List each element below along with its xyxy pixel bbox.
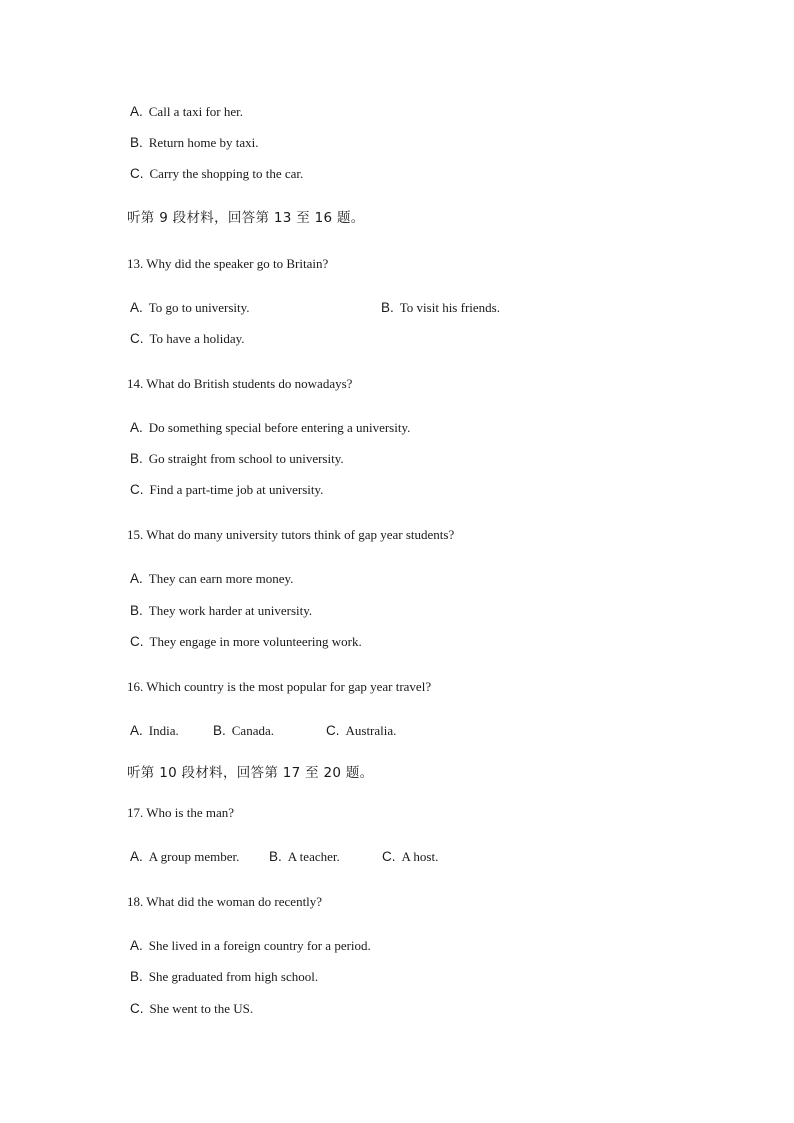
option-a: A. Call a taxi for her. — [130, 104, 243, 119]
q17-option-b: B. A teacher. — [269, 849, 340, 864]
q18-option-b: B. She graduated from high school. — [130, 969, 319, 984]
option-c: C. Carry the shopping to the car. — [130, 166, 304, 181]
q17-option-c: C. A host. — [382, 849, 439, 864]
section-heading-10: 听第 10 段材料，回答第 17 至 20 题。 — [127, 765, 374, 781]
q13-option-a: A. To go to university. — [130, 300, 250, 315]
option-b: B. Return home by taxi. — [130, 135, 259, 150]
q15-option-b: B. They work harder at university. — [130, 603, 313, 618]
q16-option-c: C. Australia. — [326, 723, 397, 738]
q14-option-a: A. Do something special before entering a university. — [130, 420, 411, 435]
question-17: 17. Who is the man? — [127, 805, 234, 820]
question-15: 15. What do many university tutors think of gap year students? — [127, 527, 455, 542]
q13-option-c: C. To have a holiday. — [130, 331, 245, 346]
question-18: 18. What did the woman do recently? — [127, 894, 323, 909]
q14-option-b: B. Go straight from school to university. — [130, 451, 344, 466]
q13-option-b: B. To visit his friends. — [381, 300, 500, 315]
q17-option-a: A. A group member. — [130, 849, 240, 864]
question-16: 16. Which country is the most popular for gap year travel? — [127, 679, 432, 694]
q16-option-a: A. India. — [130, 723, 179, 738]
question-13: 13. Why did the speaker go to Britain? — [127, 256, 329, 271]
q18-option-a: A. She lived in a foreign country for a period. — [130, 938, 371, 953]
question-14: 14. What do British students do nowadays? — [127, 376, 353, 391]
q18-option-c: C. She went to the US. — [130, 1001, 254, 1016]
q14-option-c: C. Find a part-time job at university. — [130, 482, 324, 497]
q15-option-a: A. They can earn more money. — [130, 571, 294, 586]
q16-option-b: B. Canada. — [213, 723, 274, 738]
q15-option-c: C. They engage in more volunteering work. — [130, 634, 362, 649]
section-heading-9: 听第 9 段材料，回答第 13 至 16 题。 — [127, 210, 365, 226]
